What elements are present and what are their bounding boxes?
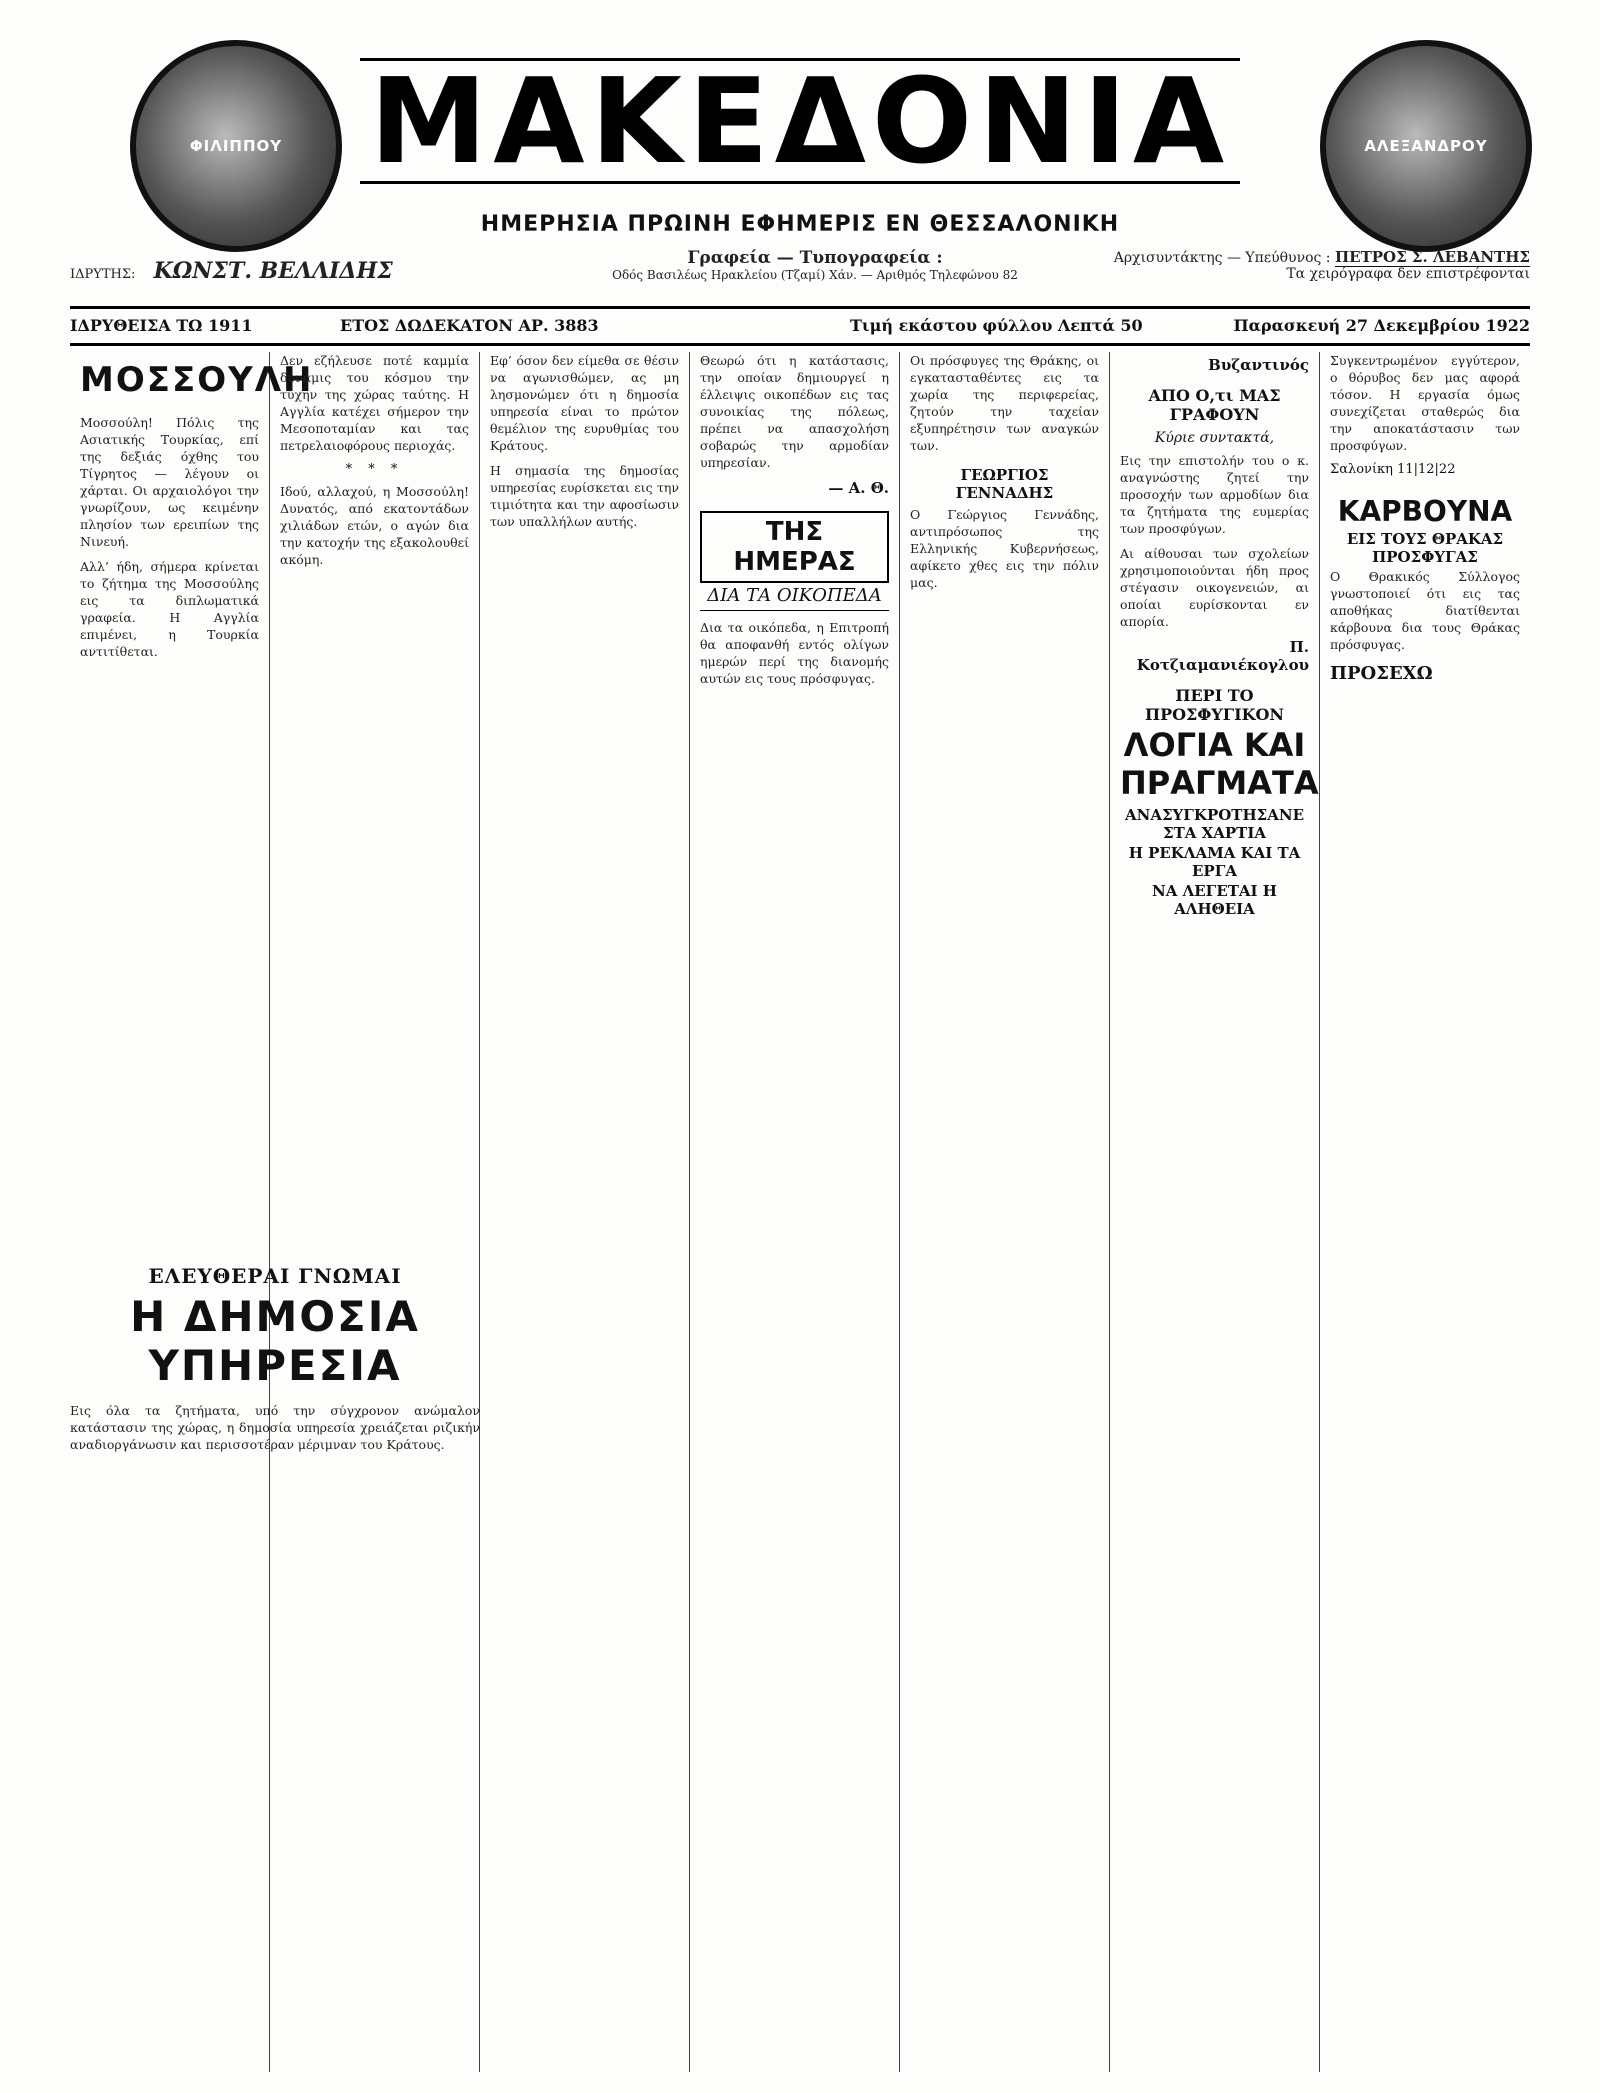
stars-divider: * * * [345, 462, 404, 477]
mosul-paragraph-2: Αλλ’ ήδη, σήμερα κρίνεται το ζήτημα της Μοσσούλης εις τα διπλωματικά γραφεία. Η Αγγλία επιμένει, η Τουρκία αντιτίθεται. [80, 559, 259, 659]
col6-paragraph-2: Αι αίθουσαι των σχολείων χρησιμοποιούνται ήδη προς στέγασιν οικογενειών, αι οποίαι ευρίσκονται εν απορία. [1120, 546, 1309, 629]
offices-block [590, 248, 1040, 282]
col4-paragraph-1: Θεωρώ ότι η κατάστασις, την οποίαν δημιουργεί η έλλειψις οικοπέδων εις τας συνοικίας της πόλεως, πρέπει να απασχολήση σοβαρώς την αρμοδίαν υπηρεσίαν. [700, 353, 889, 470]
column-5 [900, 352, 1110, 2072]
opinions-label: ΕΛΕΥΘΕΡΑΙ ΓΝΩΜΑΙ [148, 1264, 402, 1288]
column-4 [690, 352, 900, 2072]
issue-text: ΕΤΟΣ ΔΩΔΕΚΑΤΟΝ ΑΡ. 3883 [340, 316, 599, 335]
offices-address: Οδός Βασιλέως Ηρακλείου (Τζαμί) Χάν. — Αριθμός Τηλεφώνου 82 [612, 268, 1018, 282]
column-2 [270, 352, 480, 2072]
founder-name: ΚΩΝΣΤ. ΒΕΛΛΙΔΗΣ [153, 258, 393, 284]
kotz-signature: Π. Κοτζιαμανιέκογλου [1136, 638, 1309, 674]
column-6 [1110, 352, 1320, 2072]
founder-block [70, 258, 393, 284]
warn-label: ΠΡΟΣΕΧΩ [1330, 663, 1433, 684]
masthead-subtitle: ΗΜΕΡΗΣΙΑ ΠΡΩΙΝΗ ΕΦΗΜΕΡΙΣ ΕΝ ΘΕΣΣΑΛΟΝΙΚΗ [480, 212, 1120, 237]
col3-paragraph-2: Η σημασία της δημοσίας υπηρεσίας ευρίσκεται εις την τιμιότητα και την αφοσίωσιν των υπαλλήλων αυτής. [490, 463, 679, 529]
column-3 [480, 352, 690, 2072]
letter-head: ΑΠΟ Ο,τι ΜΑΣ ΓΡΑΦΟΥΝ [1148, 386, 1281, 424]
coin-right-label: ΑΛΕΞΑΝΔΡΟΥ [1364, 137, 1488, 155]
refugee-label: ΠΕΡΙ ΤΟ ΠΡΟΣΦΥΓΙΚΟΝ [1144, 686, 1285, 724]
masthead-title: ΜΑΚΕΔΟΝΙΑ [360, 58, 1240, 184]
editor-label: Αρχισυντάκτης — Υπεύθυνος : [1113, 250, 1331, 266]
mosul-paragraph-1: Μοσσούλη! Πόλις της Ασιατικής Τουρκίας, επί της δεξιάς όχθης του Τίγρητος — λέγουν οι χάρται. Οι αρχαιολόγοι την γνωρίζουν, ως κειμένην πλησίον των ερειπίων της Νινευή. [80, 415, 259, 549]
logia-subtitle-2: Η ΡΕΚΛΑΜΑ ΚΑΙ ΤΑ ΕΡΓΑ [1128, 844, 1301, 880]
logia-subtitle-3: ΝΑ ΛΕΓΕΤΑΙ Η ΑΛΗΘΕΙΑ [1152, 882, 1277, 918]
logia-subtitle-1: ΑΝΑΣΥΓΚΡΟΤΗΣΑΝΕ ΣΤΑ ΧΑΡΤΙΑ [1124, 806, 1305, 842]
opinions-block [70, 1252, 480, 1461]
coal-title: ΚΑΡΒΟΥΝΑ [1337, 495, 1513, 528]
date-strip [70, 306, 1530, 346]
col7-paragraph-1: Συγκεντρωμένον εγγύτερον, ο θόρυβος δεν μας αφορά τόσον. Η εργασία όμως συνεχίζεται σταθερώς δια την αποκατάστασιν των προσφύγων. [1330, 353, 1520, 453]
mosul-title: ΜΟΣΣΟΥΛΗ [80, 360, 314, 400]
coin-right [1320, 40, 1532, 252]
editor-block [1110, 248, 1530, 282]
col3-paragraph-1: Εφ’ όσον δεν είμεθα σε θέσιν να αγωνισθώμεν, ας μη λησμονώμεν ότι η δημοσία υπηρεσία είναι το πρώτον θεμέλιον της ευρυθμίας του Κράτους. [490, 353, 679, 453]
date-text: Παρασκευή 27 Δεκεμβρίου 1922 [1233, 316, 1530, 335]
coal-subtitle: ΕΙΣ ΤΟΥΣ ΘΡΑΚΑΣ ΠΡΟΣΦΥΓΑΣ [1346, 530, 1504, 566]
civil-service-paragraph: Εις όλα τα ζητήματα, υπό την σύγχρονον ανώμαλον κατάστασιν της χώρας, η δημοσία υπηρεσία χρειάζεται ριζικήν αναδιοργάνωσιν και περισσοτέραν μέριμναν του Κράτους. [70, 1403, 480, 1452]
day-column-title: ΤΗΣ ΗΜΕΡΑΣ [700, 511, 889, 583]
editor-name: ΠΕΤΡΟΣ Σ. ΛΕΒΑΝΤΗΣ [1334, 248, 1530, 266]
letter-salutation: Κύριε συντακτά, [1154, 430, 1275, 446]
col7-paragraph-2: Ο Θρακικός Σύλλογος γνωστοποιεί ότι εις τας αποθήκας διατίθενται κάρβουνα δια τους Θράκας πρόσφυγας. [1330, 569, 1520, 652]
logia-title: ΛΟΓΙΑ ΚΑΙ ΠΡΑΓΜΑΤΑ [1120, 726, 1319, 802]
column-7 [1320, 352, 1530, 2072]
col5-paragraph-1: Οι πρόσφυγες της Θράκης, οι εγκατασταθέντες εις τα χωρία της περιφερείας, ζητούν την ταχείαν εξυπηρέτησιν των αναγκών των. [910, 353, 1099, 453]
info-row [70, 248, 1530, 300]
col5-paragraph-2: Ο Γεώργιος Γεννάδης, αντιπρόσωπος της Ελληνικής Κυβερνήσεως, αφίκετο χθες εις την πόλιν μας. [910, 507, 1099, 590]
founded-text: ΙΔΡΥΘΕΙΣΑ ΤΩ 1911 [70, 316, 253, 335]
day-column-subtitle: ΔΙΑ ΤΑ ΟΙΚΟΠΕΔΑ [700, 585, 889, 611]
col4-paragraph-2: Δια τα οικόπεδα, η Επιτροπή θα αποφανθή εντός ολίγων ημερών περί της διανομής αυτών εις τους πρόσφυγας. [700, 620, 889, 686]
founder-label: ΙΔΡΥΤΗΣ: [70, 267, 136, 282]
price-text: Τιμή εκάστου φύλλου Λεπτά 50 [850, 316, 1143, 335]
day-column-signature: — Α. Θ. [828, 479, 889, 497]
col2-paragraph-2: Ιδού, αλλαχού, η Μοσσούλη! Δυνατός, από εκατοντάδων χιλιάδων ετών, ο αγών δια την κατοχήν της εξακολουθεί ακόμη. [280, 484, 469, 567]
gennadis-title: ΓΕΩΡΓΙΟΣ ΓΕΝΝΑΔΗΣ [955, 466, 1054, 502]
coin-left-label: ΦΙΛΙΠΠΟΥ [189, 137, 283, 155]
byzantinos-signature: Βυζαντινός [1208, 356, 1309, 374]
col2-paragraph-1: Δεν εζήλευσε ποτέ καμμία δύναμις του κόσμου την τύχην της χώρας ταύτης. Η Αγγλία κατέχει σήμερον την Μεσοποταμίαν και τας πετρελαιοφόρους περιοχάς. [280, 353, 469, 453]
civil-service-title: Η ΔΗΜΟΣΙΑ ΥΠΗΡΕΣΙΑ [130, 1292, 420, 1390]
coin-left [130, 40, 342, 252]
manuscripts-note: Τα χειρόγραφα δεν επιστρέφονται [1286, 266, 1530, 282]
offices-title: Γραφεία — Τυπογραφεία : [687, 248, 943, 268]
content-area [70, 352, 1530, 2072]
col6-paragraph-1: Εις την επιστολήν του ο κ. αναγνώστης ζητεί την προσοχήν των αρμοδίων δια τα ζητήματα της ευμερίας των προσφύγων. [1120, 453, 1309, 536]
place-date: Σαλονίκη 11|12|22 [1330, 462, 1456, 477]
